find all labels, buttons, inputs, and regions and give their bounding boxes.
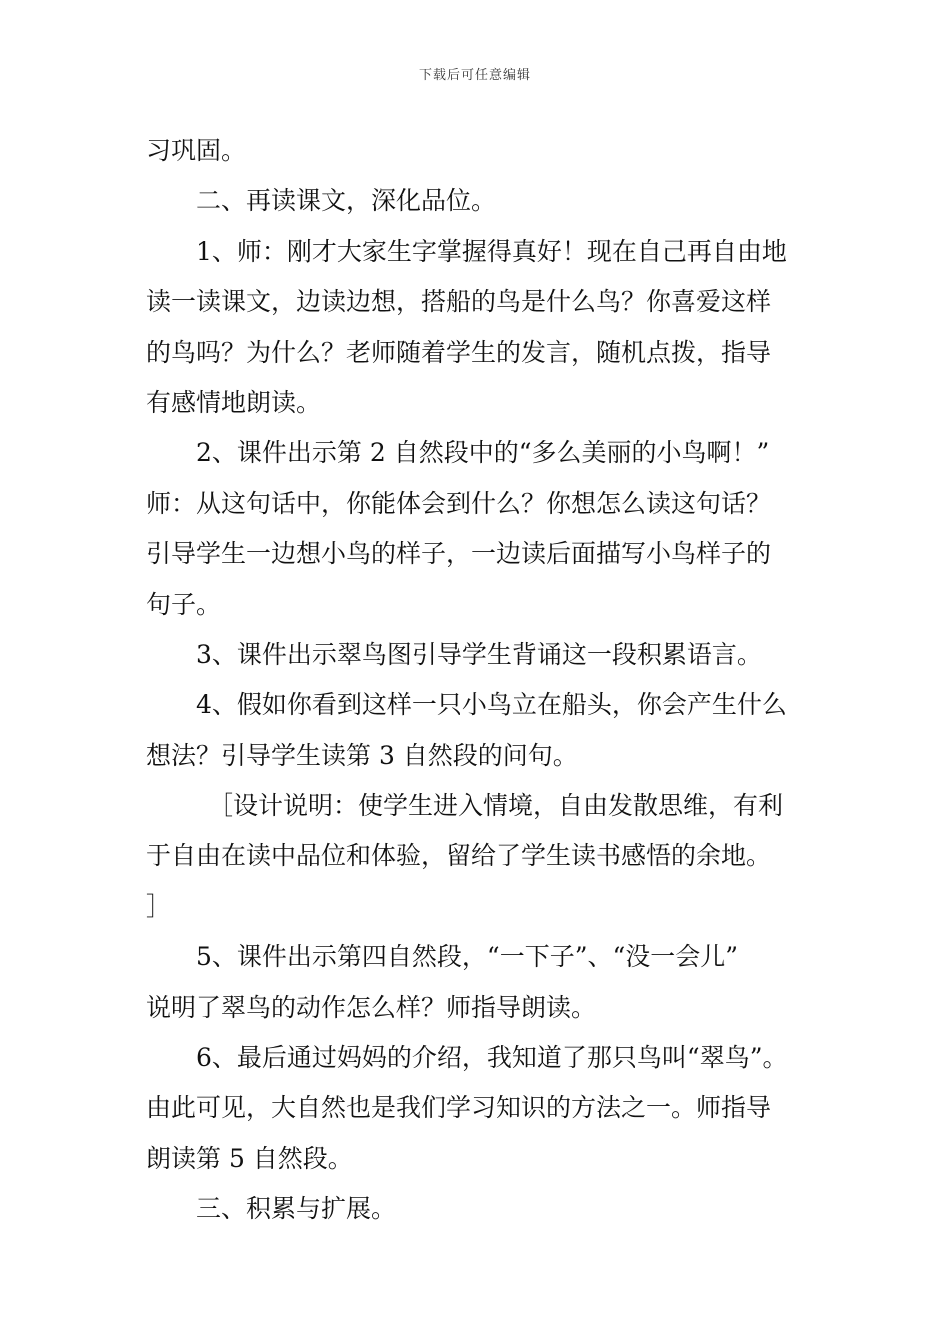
text-line: 4、假如你看到这样一只小鸟立在船头，你会产生什么: [196, 690, 787, 720]
text-line: 说明了翠鸟的动作怎么样？师指导朗读。: [146, 992, 597, 1022]
text-line: 朗读第 5 自然段。: [146, 1143, 353, 1173]
text-line: 有感情地朗读。: [146, 387, 322, 417]
text-line: 由此可见，大自然也是我们学习知识的方法之一。师指导: [146, 1093, 772, 1123]
design-note-line: ［设计说明：使学生进入情境，自由发散思维，有利: [208, 791, 784, 821]
text-line: 2、课件出示第 2 自然段中的“多么美丽的小鸟啊！”: [196, 438, 770, 468]
document-body: [146, 126, 816, 1235]
text-line: 1、师：刚才大家生字掌握得真好！现在自己再自由地: [196, 236, 787, 266]
text-line: 引导学生一边想小鸟的样子，一边读后面描写小鸟样子的: [146, 539, 772, 569]
page-header: 下载后可任意编辑: [418, 68, 531, 83]
section-heading: 三、积累与扩展。: [196, 1194, 397, 1224]
text-line: 6、最后通过妈妈的介绍，我知道了那只鸟叫“翠鸟”。: [196, 1043, 788, 1073]
section-heading: 二、再读课文，深化品位。: [196, 186, 497, 216]
text-line: 习巩固。: [146, 136, 247, 165]
text-line: 3、课件出示翠鸟图引导学生背诵这一段积累语言。: [196, 639, 762, 669]
text-line: 读一读课文，边读边想，搭船的鸟是什么鸟？你喜爱这样: [146, 287, 772, 317]
text-line: 句子。: [146, 589, 222, 619]
design-note-line: 于自由在读中品位和体验，留给了学生读书感悟的余地。: [146, 841, 772, 871]
text-line: 想法？引导学生读第 3 自然段的问句。: [146, 740, 578, 770]
design-note-line: ］: [146, 891, 172, 921]
text-line: 师：从这句话中，你能体会到什么？你想怎么读这句话？: [146, 488, 772, 518]
text-line: 的鸟吗？为什么？老师随着学生的发言，随机点拨，指导: [146, 337, 772, 367]
text-line: 5、课件出示第四自然段，“一下子”、“没一会儿”: [196, 942, 739, 972]
